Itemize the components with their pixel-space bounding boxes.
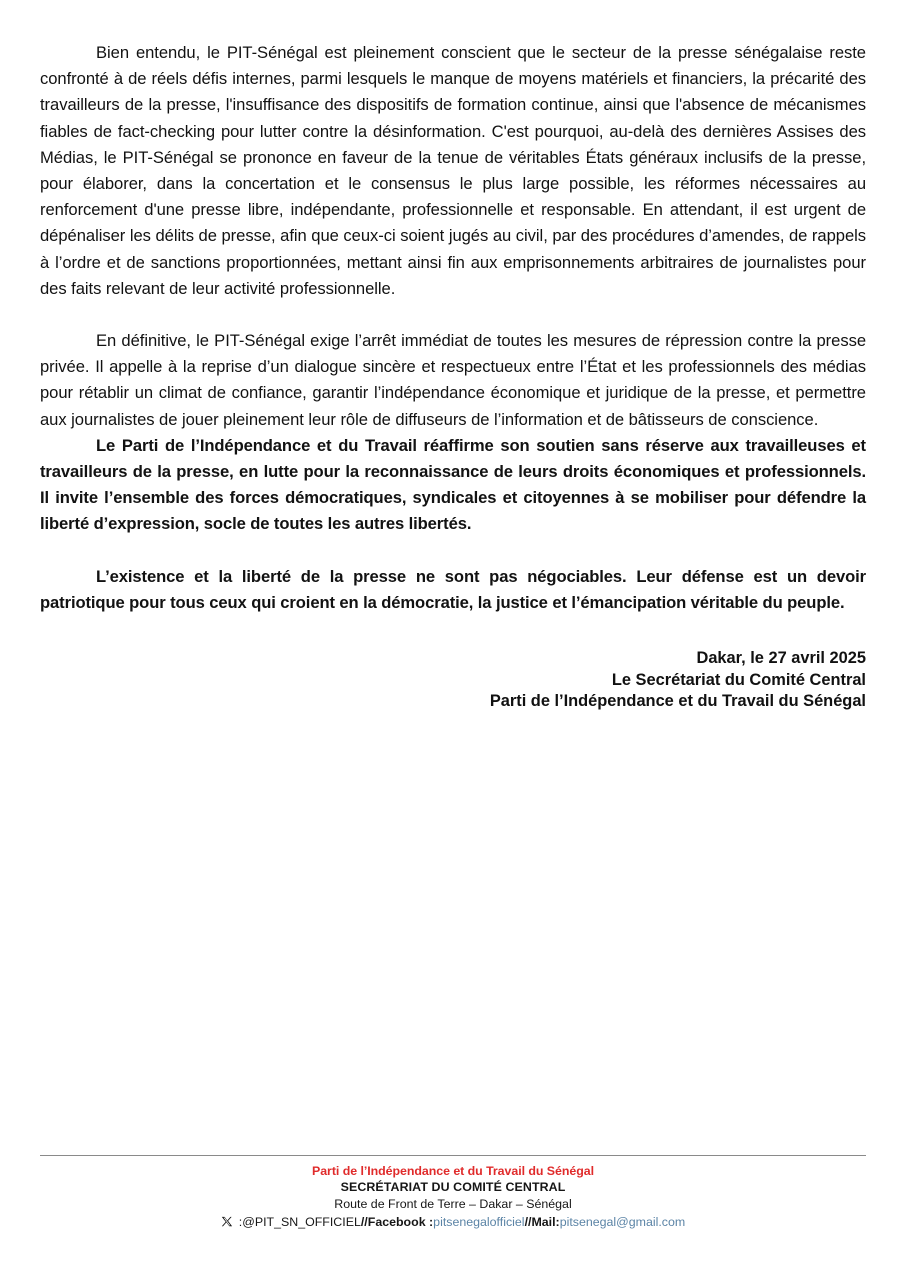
footer-address: Route de Front de Terre – Dakar – Sénégal xyxy=(334,1196,572,1211)
footer-organization: Parti de l’Indépendance et du Travail du Sénégal xyxy=(312,1164,594,1178)
paragraph-2: En définitive, le PIT-Sénégal exige l’arrêt immédiat de toutes les mesures de répression contre la presse privée. Il appelle à la reprise d’un dialogue sincère et respectueux entre l’État et les professionnels des médias pour rétablir un climat de confiance, garantir l’indépendance économique et juridique de la presse, et permettre aux journalistes de jouer pleinement leur rôle de diffuseurs de l’information et de bâtisseurs de conscience. xyxy=(40,331,866,429)
x-twitter-icon[interactable] xyxy=(221,1216,234,1229)
paragraph-4-bold: L’existence et la liberté de la presse ne sont pas négociables. Leur défense est un devoir patriotique pour tous ceux qui croient en la démocratie, la justice et l’émancipation véritable du peuple. xyxy=(40,566,866,612)
x-prefix: : xyxy=(238,1214,243,1229)
signature-block xyxy=(40,648,866,713)
facebook-label: Facebook : xyxy=(367,1214,434,1229)
paragraph-spacer xyxy=(40,538,866,564)
footer-contact-line xyxy=(40,1213,866,1231)
facebook-handle-link[interactable]: pitsenegalofficiel xyxy=(433,1214,525,1229)
footer-department: SECRÉTARIAT DU COMITÉ CENTRAL xyxy=(340,1180,566,1194)
contact-separator-2: // xyxy=(524,1214,532,1229)
paragraph-spacer xyxy=(40,302,866,328)
document-body xyxy=(40,40,866,713)
mail-address-link[interactable]: pitsenegal@gmail.com xyxy=(559,1214,686,1229)
contact-separator-1: // xyxy=(360,1214,368,1229)
paragraph-3-bold: Le Parti de l’Indépendance et du Travail réaffirme son soutien sans réserve aux travailleuses et travailleurs de la presse, en lutte pour la reconnaissance de leurs droits économiques et professionnels. Il invite l’ensemble des forces démocratiques, syndicales et citoyennes à se mobiliser pour défendre la liberté d’expression, socle de toutes les autres libertés. xyxy=(40,435,866,534)
footer-divider xyxy=(40,1155,866,1156)
signature-authority: Le Secrétariat du Comité Central xyxy=(611,670,866,689)
x-handle[interactable]: @PIT_SN_OFFICIEL xyxy=(242,1214,361,1229)
signature-party: Parti de l’Indépendance et du Travail du Sénégal xyxy=(489,692,866,711)
mail-label: Mail: xyxy=(531,1214,560,1229)
signature-date: Dakar, le 27 avril 2025 xyxy=(696,649,866,668)
paragraph-1: Bien entendu, le PIT-Sénégal est pleinement conscient que le secteur de la presse sénégalaise reste confronté à de réels défis internes, parmi lesquels le manque de moyens matériels et financiers, la précarité des travailleurs de la presse, l'insuffisance des dispositifs de formation continue, ainsi que l'absence de mécanismes fiables de fact-checking pour lutter contre la désinformation. C'est pourquoi, au-delà des dernières Assises des Médias, le PIT-Sénégal se prononce en faveur de la tenue de véritables États généraux inclusifs de la presse, pour élaborer, dans la concertation et le consensus le plus large possible, les réformes nécessaires au renforcement d'une presse libre, indépendante, professionnelle et responsable. En attendant, il est urgent de dépénaliser les délits de presse, afin que ceux-ci soient jugés au civil, par des procédures d’amendes, de rappels à l’ordre et de sanctions proportionnées, mettant ainsi fin aux emprisonnements arbitraires de journalistes pour des faits relevant de leur activité professionnelle. xyxy=(40,43,866,298)
page-footer xyxy=(40,1155,866,1231)
